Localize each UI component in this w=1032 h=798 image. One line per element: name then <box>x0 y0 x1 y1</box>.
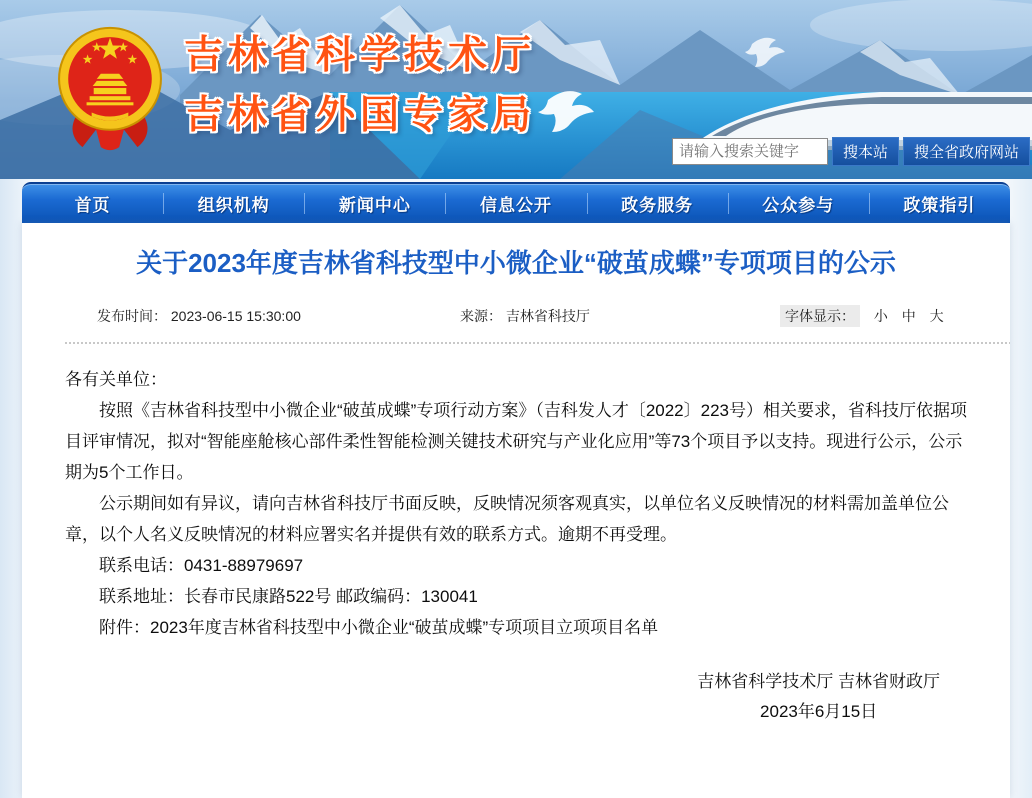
article-panel <box>22 223 1010 798</box>
nav-item-policy[interactable]: 政策指引 <box>869 184 1010 223</box>
nav-item-info[interactable]: 信息公开 <box>445 184 586 223</box>
paragraph: 公示期间如有异议，请向吉林省科技厅书面反映，反映情况须客观真实，以单位名义反映情况的材料需加盖单位公章，以个人名义反映情况的材料应署实名并提供有效的联系方式。逾期不再受理。 <box>65 494 949 544</box>
font-size-large-button[interactable]: 大 <box>929 308 944 324</box>
font-display-control <box>780 306 944 326</box>
search-gov-button[interactable]: 搜全省政府网站 <box>903 137 1030 166</box>
site-title-line2: 吉林省外国专家局 <box>184 94 537 137</box>
signature-block <box>65 667 968 727</box>
publish-time-label: 发布时间： <box>97 308 167 324</box>
signature-org: 吉林省科学技术厅 吉林省财政厅 <box>697 672 940 691</box>
font-size-medium-button[interactable]: 中 <box>901 308 916 324</box>
nav-item-home[interactable]: 首页 <box>74 196 111 215</box>
article-meta <box>22 306 1010 326</box>
font-size-small-button[interactable]: 小 <box>873 308 888 324</box>
article-source <box>460 306 590 326</box>
nav-item-news[interactable]: 新闻中心 <box>304 184 445 223</box>
salutation: 各有关单位： <box>65 370 167 389</box>
attachment-link[interactable]: 附件：2023年度吉林省科技型中小微企业“破茧成蝶”专项项目立项项目名单 <box>99 618 659 637</box>
site-title-line1: 吉林省科学技术厅 <box>184 34 537 77</box>
article-title: 关于2023年度吉林省科技型中小微企业“破茧成蝶”专项项目的公示 <box>136 248 896 278</box>
main-nav <box>22 182 1010 223</box>
site-header <box>0 0 1032 179</box>
search-bar <box>672 137 1030 166</box>
source-label: 来源： <box>460 308 502 324</box>
signature-date: 2023年6月15日 <box>760 702 878 721</box>
site-titles <box>184 26 536 146</box>
meta-separator <box>65 342 1010 344</box>
nav-item-service[interactable]: 政务服务 <box>587 184 728 223</box>
national-emblem-logo[interactable] <box>56 22 164 152</box>
search-input[interactable] <box>672 138 828 165</box>
contact-phone: 联系电话：0431-88979697 <box>99 556 304 575</box>
publish-time <box>97 306 301 326</box>
font-display-label: 字体显示： <box>780 305 860 327</box>
paragraph: 按照《吉林省科技型中小微企业“破茧成蝶”专项行动方案》（吉科发人才〔2022〕223号）相关要求，省科技厅依据项目评审情况，拟对“智能座舱核心部件柔性智能检测关键技术研究与产业化应用”等73个项目予以支持。现进行公示，公示期为5个工作日。 <box>65 401 968 482</box>
article-body <box>65 364 968 727</box>
contact-address: 联系地址：长春市民康路522号 邮政编码：130041 <box>99 587 478 606</box>
nav-item-org[interactable]: 组织机构 <box>163 184 304 223</box>
source-value: 吉林省科技厅 <box>505 308 590 324</box>
search-site-button[interactable]: 搜本站 <box>832 137 899 166</box>
publish-time-value: 2023-06-15 15:30:00 <box>170 308 301 324</box>
nav-item-public[interactable]: 公众参与 <box>728 184 869 223</box>
